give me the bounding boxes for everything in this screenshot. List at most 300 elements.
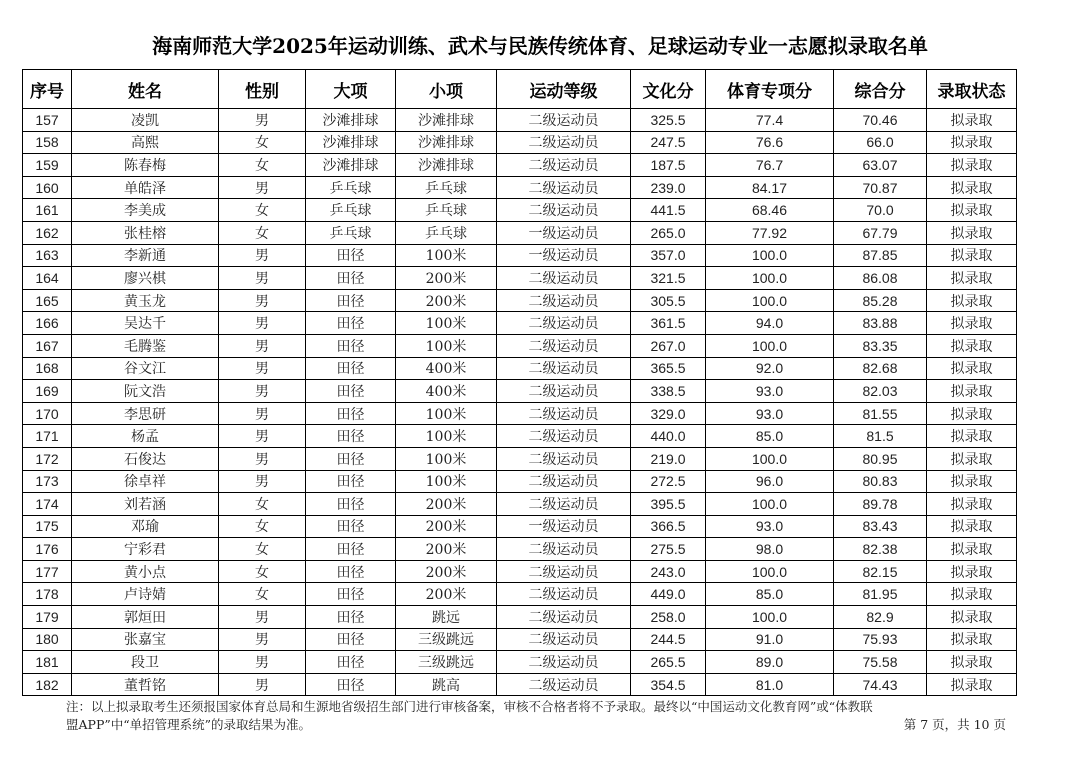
cell-culture-score: 361.5 — [631, 312, 706, 335]
cell-status: 拟录取 — [927, 447, 1017, 470]
cell-status: 拟录取 — [927, 628, 1017, 651]
cell-category: 乒乓球 — [306, 221, 396, 244]
cell-culture-score: 258.0 — [631, 606, 706, 629]
cell-event: 三级跳远 — [396, 651, 497, 674]
cell-culture-score: 440.0 — [631, 425, 706, 448]
cell-total-score: 82.9 — [834, 606, 927, 629]
cell-status: 拟录取 — [927, 131, 1017, 154]
cell-status: 拟录取 — [927, 380, 1017, 403]
header-seq: 序号 — [23, 70, 72, 109]
cell-name: 谷文江 — [72, 357, 219, 380]
cell-name: 陈春梅 — [72, 154, 219, 177]
cell-sport-score: 85.0 — [706, 583, 834, 606]
cell-level: 二级运动员 — [497, 560, 631, 583]
cell-total-score: 70.46 — [834, 109, 927, 132]
cell-status: 拟录取 — [927, 199, 1017, 222]
cell-event: 跳远 — [396, 606, 497, 629]
cell-name: 阮文浩 — [72, 380, 219, 403]
cell-total-score: 81.55 — [834, 402, 927, 425]
cell-total-score: 86.08 — [834, 267, 927, 290]
cell-name: 凌凯 — [72, 109, 219, 132]
cell-name: 黄小点 — [72, 560, 219, 583]
cell-event: 沙滩排球 — [396, 154, 497, 177]
table-row — [23, 515, 1017, 538]
header-event: 小项 — [396, 70, 497, 109]
cell-name: 毛腾鉴 — [72, 334, 219, 357]
cell-culture-score: 275.5 — [631, 538, 706, 561]
cell-gender: 男 — [219, 244, 306, 267]
cell-culture-score: 321.5 — [631, 267, 706, 290]
cell-event: 三级跳远 — [396, 628, 497, 651]
cell-culture-score: 243.0 — [631, 560, 706, 583]
cell-total-score: 63.07 — [834, 154, 927, 177]
cell-gender: 女 — [219, 131, 306, 154]
cell-sport-score: 93.0 — [706, 402, 834, 425]
cell-level: 二级运动员 — [497, 312, 631, 335]
cell-event: 200米 — [396, 289, 497, 312]
cell-culture-score: 187.5 — [631, 154, 706, 177]
cell-total-score: 70.87 — [834, 176, 927, 199]
cell-event: 100米 — [396, 425, 497, 448]
table-row — [23, 244, 1017, 267]
cell-level: 二级运动员 — [497, 380, 631, 403]
cell-event: 乒乓球 — [396, 176, 497, 199]
cell-culture-score: 244.5 — [631, 628, 706, 651]
cell-sport-score: 100.0 — [706, 244, 834, 267]
header-culture-score: 文化分 — [631, 70, 706, 109]
cell-level: 一级运动员 — [497, 244, 631, 267]
cell-total-score: 82.38 — [834, 538, 927, 561]
cell-event: 200米 — [396, 560, 497, 583]
table-row — [23, 425, 1017, 448]
cell-name: 单皓泽 — [72, 176, 219, 199]
cell-level: 二级运动员 — [497, 606, 631, 629]
table-row — [23, 176, 1017, 199]
cell-sport-score: 92.0 — [706, 357, 834, 380]
footnote-line-2: 盟APP”中“单招管理系统”的录取结果为准。 — [66, 717, 312, 732]
cell-category: 田径 — [306, 673, 396, 696]
cell-total-score: 82.15 — [834, 560, 927, 583]
cell-level: 二级运动员 — [497, 651, 631, 674]
cell-culture-score: 354.5 — [631, 673, 706, 696]
cell-seq: 182 — [23, 673, 72, 696]
cell-event: 100米 — [396, 334, 497, 357]
cell-name: 李新通 — [72, 244, 219, 267]
table-row — [23, 651, 1017, 674]
cell-culture-score: 219.0 — [631, 447, 706, 470]
cell-gender: 女 — [219, 583, 306, 606]
cell-total-score: 80.83 — [834, 470, 927, 493]
cell-sport-score: 89.0 — [706, 651, 834, 674]
cell-name: 刘若涵 — [72, 493, 219, 516]
cell-seq: 171 — [23, 425, 72, 448]
cell-category: 田径 — [306, 312, 396, 335]
cell-seq: 177 — [23, 560, 72, 583]
cell-event: 沙滩排球 — [396, 131, 497, 154]
cell-gender: 男 — [219, 289, 306, 312]
cell-culture-score: 265.5 — [631, 651, 706, 674]
footnote-line-1: 注：以上拟录取考生还须报国家体育总局和生源地省级招生部门进行审核备案，审核不合格者将不予录取。最终以“中国运动文化教育网”或“体教联 — [66, 699, 873, 714]
cell-name: 杨孟 — [72, 425, 219, 448]
cell-status: 拟录取 — [927, 606, 1017, 629]
cell-event: 100米 — [396, 470, 497, 493]
cell-category: 乒乓球 — [306, 199, 396, 222]
cell-sport-score: 84.17 — [706, 176, 834, 199]
cell-event: 400米 — [396, 380, 497, 403]
cell-gender: 女 — [219, 493, 306, 516]
cell-culture-score: 365.5 — [631, 357, 706, 380]
cell-level: 二级运动员 — [497, 538, 631, 561]
cell-name: 张嘉宝 — [72, 628, 219, 651]
cell-total-score: 82.68 — [834, 357, 927, 380]
table-row — [23, 560, 1017, 583]
cell-total-score: 83.35 — [834, 334, 927, 357]
cell-category: 沙滩排球 — [306, 109, 396, 132]
cell-event: 100米 — [396, 312, 497, 335]
cell-gender: 女 — [219, 515, 306, 538]
cell-sport-score: 100.0 — [706, 560, 834, 583]
table-row — [23, 673, 1017, 696]
table-row — [23, 402, 1017, 425]
cell-category: 乒乓球 — [306, 176, 396, 199]
cell-status: 拟录取 — [927, 357, 1017, 380]
cell-level: 二级运动员 — [497, 470, 631, 493]
cell-status: 拟录取 — [927, 515, 1017, 538]
cell-event: 200米 — [396, 493, 497, 516]
cell-culture-score: 449.0 — [631, 583, 706, 606]
cell-sport-score: 77.92 — [706, 221, 834, 244]
cell-category: 田径 — [306, 606, 396, 629]
table-row — [23, 131, 1017, 154]
cell-gender: 男 — [219, 606, 306, 629]
cell-culture-score: 265.0 — [631, 221, 706, 244]
cell-name: 李思研 — [72, 402, 219, 425]
table-row — [23, 447, 1017, 470]
cell-category: 田径 — [306, 267, 396, 290]
table-row — [23, 109, 1017, 132]
cell-total-score: 80.95 — [834, 447, 927, 470]
cell-culture-score: 325.5 — [631, 109, 706, 132]
cell-gender: 女 — [219, 221, 306, 244]
cell-level: 二级运动员 — [497, 402, 631, 425]
cell-sport-score: 100.0 — [706, 447, 834, 470]
cell-total-score: 70.0 — [834, 199, 927, 222]
cell-level: 二级运动员 — [497, 425, 631, 448]
admission-table — [22, 69, 1017, 696]
cell-total-score: 81.95 — [834, 583, 927, 606]
cell-event: 乒乓球 — [396, 199, 497, 222]
cell-sport-score: 94.0 — [706, 312, 834, 335]
cell-sport-score: 77.4 — [706, 109, 834, 132]
cell-total-score: 75.58 — [834, 651, 927, 674]
cell-culture-score: 441.5 — [631, 199, 706, 222]
cell-event: 跳高 — [396, 673, 497, 696]
cell-category: 田径 — [306, 244, 396, 267]
cell-seq: 175 — [23, 515, 72, 538]
cell-seq: 161 — [23, 199, 72, 222]
cell-category: 田径 — [306, 380, 396, 403]
cell-category: 沙滩排球 — [306, 154, 396, 177]
cell-gender: 男 — [219, 267, 306, 290]
document-title: 海南师范大学2025年运动训练、武术与民族传统体育、足球运动专业一志愿拟录取名单 — [152, 34, 928, 58]
cell-seq: 160 — [23, 176, 72, 199]
cell-seq: 168 — [23, 357, 72, 380]
cell-level: 二级运动员 — [497, 357, 631, 380]
table-row — [23, 334, 1017, 357]
cell-category: 田径 — [306, 289, 396, 312]
cell-culture-score: 267.0 — [631, 334, 706, 357]
cell-category: 田径 — [306, 515, 396, 538]
cell-total-score: 66.0 — [834, 131, 927, 154]
cell-sport-score: 93.0 — [706, 515, 834, 538]
cell-gender: 男 — [219, 380, 306, 403]
cell-sport-score: 100.0 — [706, 267, 834, 290]
table-row — [23, 583, 1017, 606]
cell-sport-score: 100.0 — [706, 606, 834, 629]
cell-total-score: 67.79 — [834, 221, 927, 244]
table-row — [23, 154, 1017, 177]
cell-status: 拟录取 — [927, 176, 1017, 199]
cell-seq: 181 — [23, 651, 72, 674]
cell-level: 二级运动员 — [497, 176, 631, 199]
cell-level: 二级运动员 — [497, 154, 631, 177]
cell-seq: 162 — [23, 221, 72, 244]
table-row — [23, 538, 1017, 561]
cell-level: 二级运动员 — [497, 583, 631, 606]
header-level: 运动等级 — [497, 70, 631, 109]
cell-category: 田径 — [306, 425, 396, 448]
header-sport-score: 体育专项分 — [706, 70, 834, 109]
cell-sport-score: 96.0 — [706, 470, 834, 493]
cell-status: 拟录取 — [927, 154, 1017, 177]
cell-gender: 男 — [219, 357, 306, 380]
cell-category: 田径 — [306, 538, 396, 561]
cell-gender: 男 — [219, 470, 306, 493]
cell-level: 二级运动员 — [497, 289, 631, 312]
cell-status: 拟录取 — [927, 425, 1017, 448]
cell-total-score: 87.85 — [834, 244, 927, 267]
cell-event: 200米 — [396, 583, 497, 606]
cell-culture-score: 395.5 — [631, 493, 706, 516]
header-total-score: 综合分 — [834, 70, 927, 109]
cell-event: 100米 — [396, 402, 497, 425]
cell-culture-score: 272.5 — [631, 470, 706, 493]
cell-seq: 163 — [23, 244, 72, 267]
cell-level: 二级运动员 — [497, 447, 631, 470]
cell-gender: 女 — [219, 154, 306, 177]
header-status: 录取状态 — [927, 70, 1017, 109]
table-row — [23, 312, 1017, 335]
cell-name: 徐卓祥 — [72, 470, 219, 493]
cell-event: 400米 — [396, 357, 497, 380]
cell-event: 100米 — [396, 447, 497, 470]
cell-total-score: 83.88 — [834, 312, 927, 335]
table-row — [23, 380, 1017, 403]
cell-status: 拟录取 — [927, 267, 1017, 290]
cell-status: 拟录取 — [927, 289, 1017, 312]
cell-category: 田径 — [306, 447, 396, 470]
cell-category: 田径 — [306, 402, 396, 425]
cell-category: 田径 — [306, 583, 396, 606]
cell-gender: 男 — [219, 334, 306, 357]
table-row — [23, 267, 1017, 290]
cell-seq: 169 — [23, 380, 72, 403]
cell-seq: 178 — [23, 583, 72, 606]
cell-name: 宁彩君 — [72, 538, 219, 561]
cell-total-score: 81.5 — [834, 425, 927, 448]
cell-category: 沙滩排球 — [306, 131, 396, 154]
cell-category: 田径 — [306, 470, 396, 493]
table-row — [23, 606, 1017, 629]
cell-gender: 女 — [219, 199, 306, 222]
cell-status: 拟录取 — [927, 402, 1017, 425]
cell-level: 二级运动员 — [497, 628, 631, 651]
cell-gender: 男 — [219, 651, 306, 674]
cell-status: 拟录取 — [927, 673, 1017, 696]
cell-event: 100米 — [396, 244, 497, 267]
cell-level: 二级运动员 — [497, 109, 631, 132]
cell-status: 拟录取 — [927, 221, 1017, 244]
cell-event: 200米 — [396, 538, 497, 561]
cell-seq: 179 — [23, 606, 72, 629]
table-row — [23, 289, 1017, 312]
cell-sport-score: 100.0 — [706, 289, 834, 312]
cell-seq: 166 — [23, 312, 72, 335]
cell-level: 一级运动员 — [497, 221, 631, 244]
cell-seq: 158 — [23, 131, 72, 154]
cell-event: 沙滩排球 — [396, 109, 497, 132]
cell-gender: 男 — [219, 109, 306, 132]
table-row — [23, 628, 1017, 651]
cell-culture-score: 239.0 — [631, 176, 706, 199]
cell-category: 田径 — [306, 628, 396, 651]
header-name: 姓名 — [72, 70, 219, 109]
cell-seq: 159 — [23, 154, 72, 177]
cell-gender: 男 — [219, 628, 306, 651]
cell-name: 张桂榕 — [72, 221, 219, 244]
cell-total-score: 83.43 — [834, 515, 927, 538]
header-category: 大项 — [306, 70, 396, 109]
table-row — [23, 470, 1017, 493]
cell-gender: 女 — [219, 538, 306, 561]
cell-status: 拟录取 — [927, 470, 1017, 493]
cell-status: 拟录取 — [927, 538, 1017, 561]
cell-event: 200米 — [396, 515, 497, 538]
cell-category: 田径 — [306, 493, 396, 516]
cell-status: 拟录取 — [927, 109, 1017, 132]
cell-status: 拟录取 — [927, 493, 1017, 516]
cell-gender: 男 — [219, 673, 306, 696]
cell-sport-score: 98.0 — [706, 538, 834, 561]
cell-level: 一级运动员 — [497, 515, 631, 538]
cell-sport-score: 76.6 — [706, 131, 834, 154]
table-row — [23, 221, 1017, 244]
cell-name: 高熙 — [72, 131, 219, 154]
table-row — [23, 199, 1017, 222]
cell-gender: 男 — [219, 402, 306, 425]
cell-status: 拟录取 — [927, 244, 1017, 267]
cell-gender: 男 — [219, 312, 306, 335]
cell-name: 段卫 — [72, 651, 219, 674]
cell-sport-score: 85.0 — [706, 425, 834, 448]
header-gender: 性别 — [219, 70, 306, 109]
cell-status: 拟录取 — [927, 583, 1017, 606]
cell-sport-score: 91.0 — [706, 628, 834, 651]
cell-culture-score: 366.5 — [631, 515, 706, 538]
cell-total-score: 75.93 — [834, 628, 927, 651]
cell-status: 拟录取 — [927, 334, 1017, 357]
cell-culture-score: 357.0 — [631, 244, 706, 267]
cell-seq: 170 — [23, 402, 72, 425]
cell-level: 二级运动员 — [497, 131, 631, 154]
cell-gender: 男 — [219, 176, 306, 199]
cell-level: 二级运动员 — [497, 493, 631, 516]
cell-sport-score: 93.0 — [706, 380, 834, 403]
cell-status: 拟录取 — [927, 560, 1017, 583]
cell-sport-score: 100.0 — [706, 493, 834, 516]
cell-seq: 167 — [23, 334, 72, 357]
cell-category: 田径 — [306, 357, 396, 380]
cell-category: 田径 — [306, 560, 396, 583]
cell-seq: 176 — [23, 538, 72, 561]
cell-name: 廖兴棋 — [72, 267, 219, 290]
cell-gender: 女 — [219, 560, 306, 583]
cell-culture-score: 329.0 — [631, 402, 706, 425]
cell-seq: 173 — [23, 470, 72, 493]
cell-seq: 157 — [23, 109, 72, 132]
cell-gender: 男 — [219, 425, 306, 448]
cell-seq: 172 — [23, 447, 72, 470]
cell-total-score: 74.43 — [834, 673, 927, 696]
cell-name: 邓瑜 — [72, 515, 219, 538]
cell-seq: 164 — [23, 267, 72, 290]
cell-gender: 男 — [219, 447, 306, 470]
footnote — [66, 698, 1016, 734]
cell-name: 郭烜田 — [72, 606, 219, 629]
cell-name: 石俊达 — [72, 447, 219, 470]
cell-level: 二级运动员 — [497, 334, 631, 357]
cell-seq: 174 — [23, 493, 72, 516]
cell-level: 二级运动员 — [497, 267, 631, 290]
cell-name: 李美成 — [72, 199, 219, 222]
cell-name: 吴达千 — [72, 312, 219, 335]
cell-sport-score: 100.0 — [706, 334, 834, 357]
cell-culture-score: 247.5 — [631, 131, 706, 154]
cell-level: 二级运动员 — [497, 199, 631, 222]
table-row — [23, 493, 1017, 516]
cell-sport-score: 68.46 — [706, 199, 834, 222]
cell-event: 200米 — [396, 267, 497, 290]
cell-category: 田径 — [306, 651, 396, 674]
cell-name: 卢诗婧 — [72, 583, 219, 606]
cell-culture-score: 305.5 — [631, 289, 706, 312]
cell-sport-score: 76.7 — [706, 154, 834, 177]
cell-culture-score: 338.5 — [631, 380, 706, 403]
table-row — [23, 357, 1017, 380]
cell-level: 二级运动员 — [497, 673, 631, 696]
cell-name: 董哲铭 — [72, 673, 219, 696]
cell-name: 黄玉龙 — [72, 289, 219, 312]
cell-category: 田径 — [306, 334, 396, 357]
cell-total-score: 89.78 — [834, 493, 927, 516]
table-header-row — [23, 70, 1017, 109]
cell-status: 拟录取 — [927, 651, 1017, 674]
cell-seq: 180 — [23, 628, 72, 651]
cell-seq: 165 — [23, 289, 72, 312]
page-number: 第 7 页，共 10 页 — [903, 717, 1006, 732]
cell-total-score: 82.03 — [834, 380, 927, 403]
cell-event: 乒乓球 — [396, 221, 497, 244]
